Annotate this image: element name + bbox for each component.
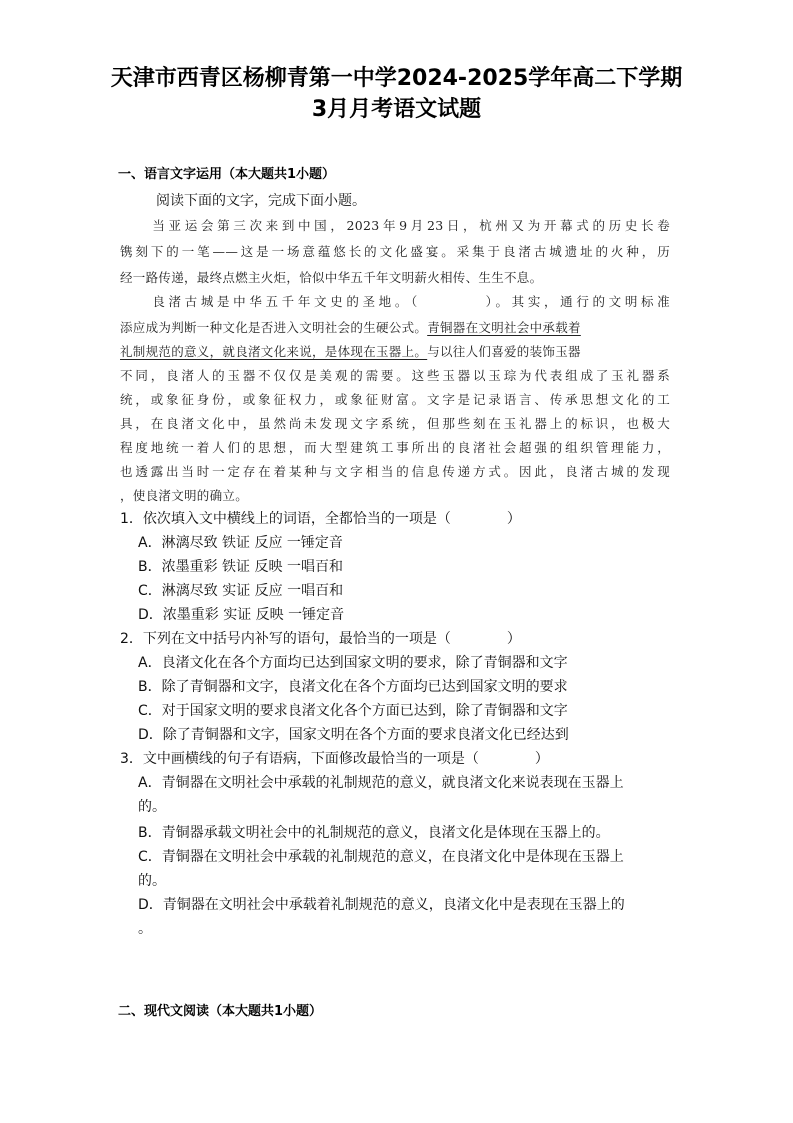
- reading-instruction: 阅读下面的文字，完成下面小题。: [156, 193, 366, 209]
- question-1-stem: 1．依次填入文中横线上的词语，全都恰当的一项是（ ）: [120, 511, 521, 527]
- question-3-option-d[interactable]: D．青铜器在文明社会中承载着礼制规范的意义，良渚文化中是表现在玉器上的: [138, 897, 625, 913]
- question-3-option-c-cont[interactable]: 的。: [138, 873, 166, 889]
- question-1-option-a[interactable]: A．淋漓尽致 铁证 反应 一锤定音: [138, 535, 343, 551]
- question-2-option-c[interactable]: C．对于国家文明的要求良渚文化各个方面已达到，除了青铜器和文字: [138, 703, 568, 719]
- underlined-sentence-part1: 青铜器在文明社会中承载着: [427, 320, 581, 335]
- question-2-option-d[interactable]: D．除了青铜器和文字，国家文明在各个方面的要求良渚文化已经达到: [138, 727, 569, 743]
- passage-line: 当亚运会第三次来到中国，2023年9月23日，杭州又为开幕式的历史长卷: [120, 218, 670, 233]
- passage-line: 不同，良渚人的玉器不仅仅是美观的需要。这些玉器以玉琮为代表组成了玉礼器系: [120, 368, 670, 383]
- section-heading-2: 二、现代文阅读（本大题共1小题）: [118, 1004, 323, 1019]
- question-1-option-c[interactable]: C．淋漓尽致 实证 反应 一唱百和: [138, 583, 344, 599]
- passage-text: 与以往人们喜爱的装饰玉器: [427, 344, 581, 359]
- passage-line: 镌刻下的一笔——这是一场意蕴悠长的文化盛宴。采集于良渚古城遗址的火种，历: [120, 244, 670, 259]
- passage-line-with-underline: [120, 342, 670, 360]
- question-3-option-a-cont[interactable]: 的。: [138, 799, 166, 815]
- question-1-option-b[interactable]: B．浓墨重彩 铁证 反映 一唱百和: [138, 559, 343, 575]
- question-3-option-d-cont[interactable]: 。: [138, 921, 152, 937]
- question-1-option-d[interactable]: D．浓墨重彩 实证 反映 一锤定音: [138, 607, 345, 623]
- passage-line: 程度地统一着人们的思想，而大型建筑工事所出的良渚社会超强的组织管理能力，: [120, 440, 670, 455]
- question-2-option-a[interactable]: A．良渚文化在各个方面均已达到国家文明的要求，除了青铜器和文字: [138, 655, 568, 671]
- question-3-option-a[interactable]: A．青铜器在文明社会中承载的礼制规范的意义，就良渚文化来说表现在玉器上: [138, 775, 624, 791]
- question-3-option-c[interactable]: C．青铜器在文明社会中承载的礼制规范的意义，在良渚文化中是体现在玉器上: [138, 849, 624, 865]
- passage-line-with-underline: [120, 318, 670, 336]
- passage-line: 经一路传递，最终点燃主火炬，恰似中华五千年文明薪火相传、生生不息。: [120, 270, 543, 285]
- page-title-line2: 3月月考语文试题: [311, 97, 482, 122]
- question-2-option-b[interactable]: B．除了青铜器和文字，良渚文化在各个方面均已达到国家文明的要求: [138, 679, 568, 695]
- passage-line: 也透露出当时一定存在着某种与文字相当的信息传递方式。因此，良渚古城的发现: [120, 464, 670, 479]
- question-3-option-b[interactable]: B．青铜器承载文明社会中的礼制规范的意义，良渚文化是体现在玉器上的。: [138, 825, 610, 841]
- section-heading-1: 一、语言文字运用（本大题共1小题）: [118, 167, 336, 182]
- question-3-stem: 3．文中画横线的句子有语病，下面修改最恰当的一项是（ ）: [120, 751, 549, 767]
- underlined-sentence-part2: 礼制规范的意义，就良渚文化来说，是体现在玉器上。: [120, 344, 428, 359]
- page-title-line1: 天津市西青区杨柳青第一中学2024-2025学年高二下学期: [110, 66, 683, 91]
- passage-line: 统，或象征身份，或象征权力，或象征财富。文字是记录语言、传承思想文化的工: [120, 392, 670, 407]
- passage-text: 添应成为判断一种文化是否进入文明社会的生硬公式。: [120, 320, 428, 335]
- question-2-stem: 2．下列在文中括号内补写的语句，最恰当的一项是（ ）: [120, 631, 521, 647]
- passage-line: 具，在良渚文化中，虽然尚未发现文字系统，但那些刻在玉礼器上的标识，也极大: [120, 416, 670, 431]
- passage-line: 良渚古城是中华五千年文史的圣地。（ ）。其实，通行的文明标准: [120, 294, 670, 309]
- passage-line: ，使良渚文明的确立。: [120, 488, 249, 503]
